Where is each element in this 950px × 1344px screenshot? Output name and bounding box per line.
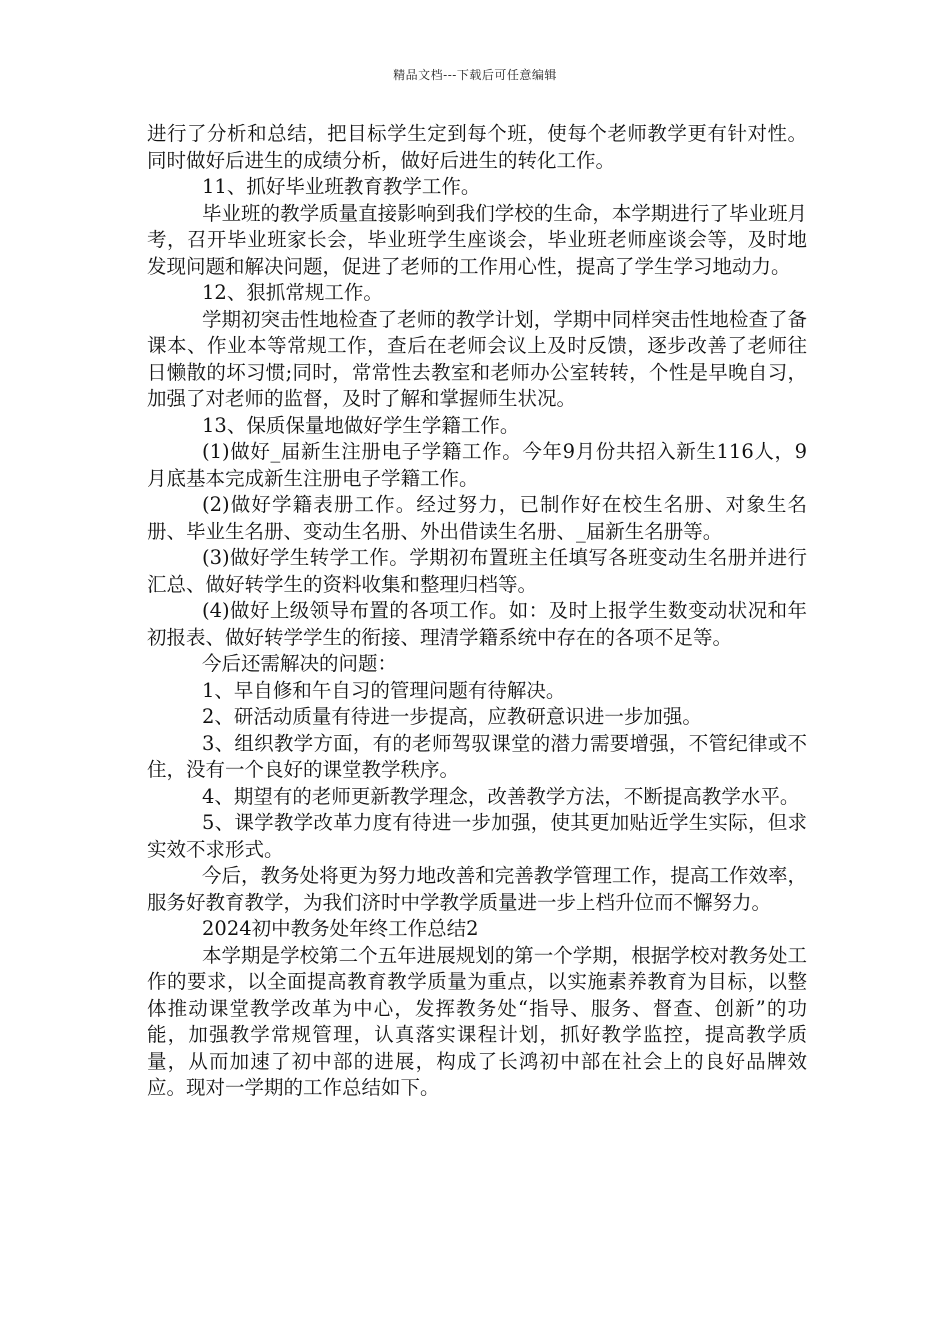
paragraph: 2、研活动质量有待进一步提高，应教研意识进一步加强。	[202, 705, 702, 728]
page-header: 精品文档---下载后可任意编辑	[393, 68, 557, 82]
paragraph: 今后还需解决的问题：	[202, 652, 398, 675]
paragraph: 4、期望有的老师更新教学理念，改善教学方法，不断提高教学水平。	[202, 784, 800, 808]
paragraph: 13、保质保量地做好学生学籍工作。	[202, 413, 520, 437]
paragraph: 本学期是学校第二个五年进展规划的第一个学期，根据学校对教务处工作的要求，以全面提高教育教学质量为重点，以实施素养教育为目标，以整体推动课堂教学改革为中心，发挥教务处“指导、服务、督查、创新”的功能，加强教学常规管理，认真落实课程计划，抓好教学监控，提高教学质量，从而加速了初中部的进展，构成了长鸿初中部在社会上的良好品牌效应。现对一学期的工作总结如下。	[147, 943, 807, 1099]
document-body	[147, 121, 807, 1102]
paragraph: 12、狠抓常规工作。	[202, 281, 383, 304]
paragraph: 1、早自修和午自习的管理问题有待解决。	[202, 678, 566, 702]
paragraph: (2)做好学籍表册工作。经过努力，已制作好在校生名册、对象生名册、毕业生名册、变动生名册、外出借读生名册、_届新生名册等。	[147, 493, 807, 543]
paragraph: (1)做好_届新生注册电子学籍工作。今年9月份共招入新生116人，9月底基本完成新生注册电子学籍工作。	[147, 440, 807, 490]
paragraph: 进行了分析和总结，把目标学生定到每个班，使每个老师教学更有针对性。同时做好后进生的成绩分析，做好后进生的转化工作。	[147, 122, 807, 172]
paragraph: 11、抓好毕业班教育教学工作。	[202, 175, 481, 198]
paragraph: 3、组织教学方面，有的老师驾驭课堂的潜力需要增强，不管纪律或不住，没有一个良好的课堂教学秩序。	[147, 731, 807, 781]
paragraph: (3)做好学生转学工作。学期初布置班主任填写各班变动生名册并进行汇总、做好转学生的资料收集和整理归档等。	[147, 546, 807, 596]
paragraph: (4)做好上级领导布置的各项工作。如：及时上报学生数变动状况和年初报表、做好转学学生的衔接、理清学籍系统中存在的各项不足等。	[147, 599, 807, 649]
paragraph: 毕业班的教学质量直接影响到我们学校的生命，本学期进行了毕业班月考，召开毕业班家长会，毕业班学生座谈会，毕业班老师座谈会等，及时地发现问题和解决问题，促进了老师的工作用心性，提高了学生学习地动力。	[147, 201, 807, 278]
paragraph: 今后，教务处将更为努力地改善和完善教学管理工作，提高工作效率，服务好教育教学，为我们济时中学教学质量进一步上档升位而不懈努力。	[147, 864, 807, 914]
paragraph: 5、课学教学改革力度有待进一步加强，使其更加贴近学生实际，但求实效不求形式。	[147, 811, 807, 861]
section-title: 2024初中教务处年终工作总结2	[202, 917, 479, 940]
paragraph: 学期初突击性地检查了老师的教学计划，学期中同样突击性地检查了备课本、作业本等常规工作，查后在老师会议上及时反馈，逐步改善了老师往日懒散的坏习惯;同时，常常性去教室和老师办公室转转，个性是早晚自习，加强了对老师的监督，及时了解和掌握师生状况。	[147, 307, 807, 410]
